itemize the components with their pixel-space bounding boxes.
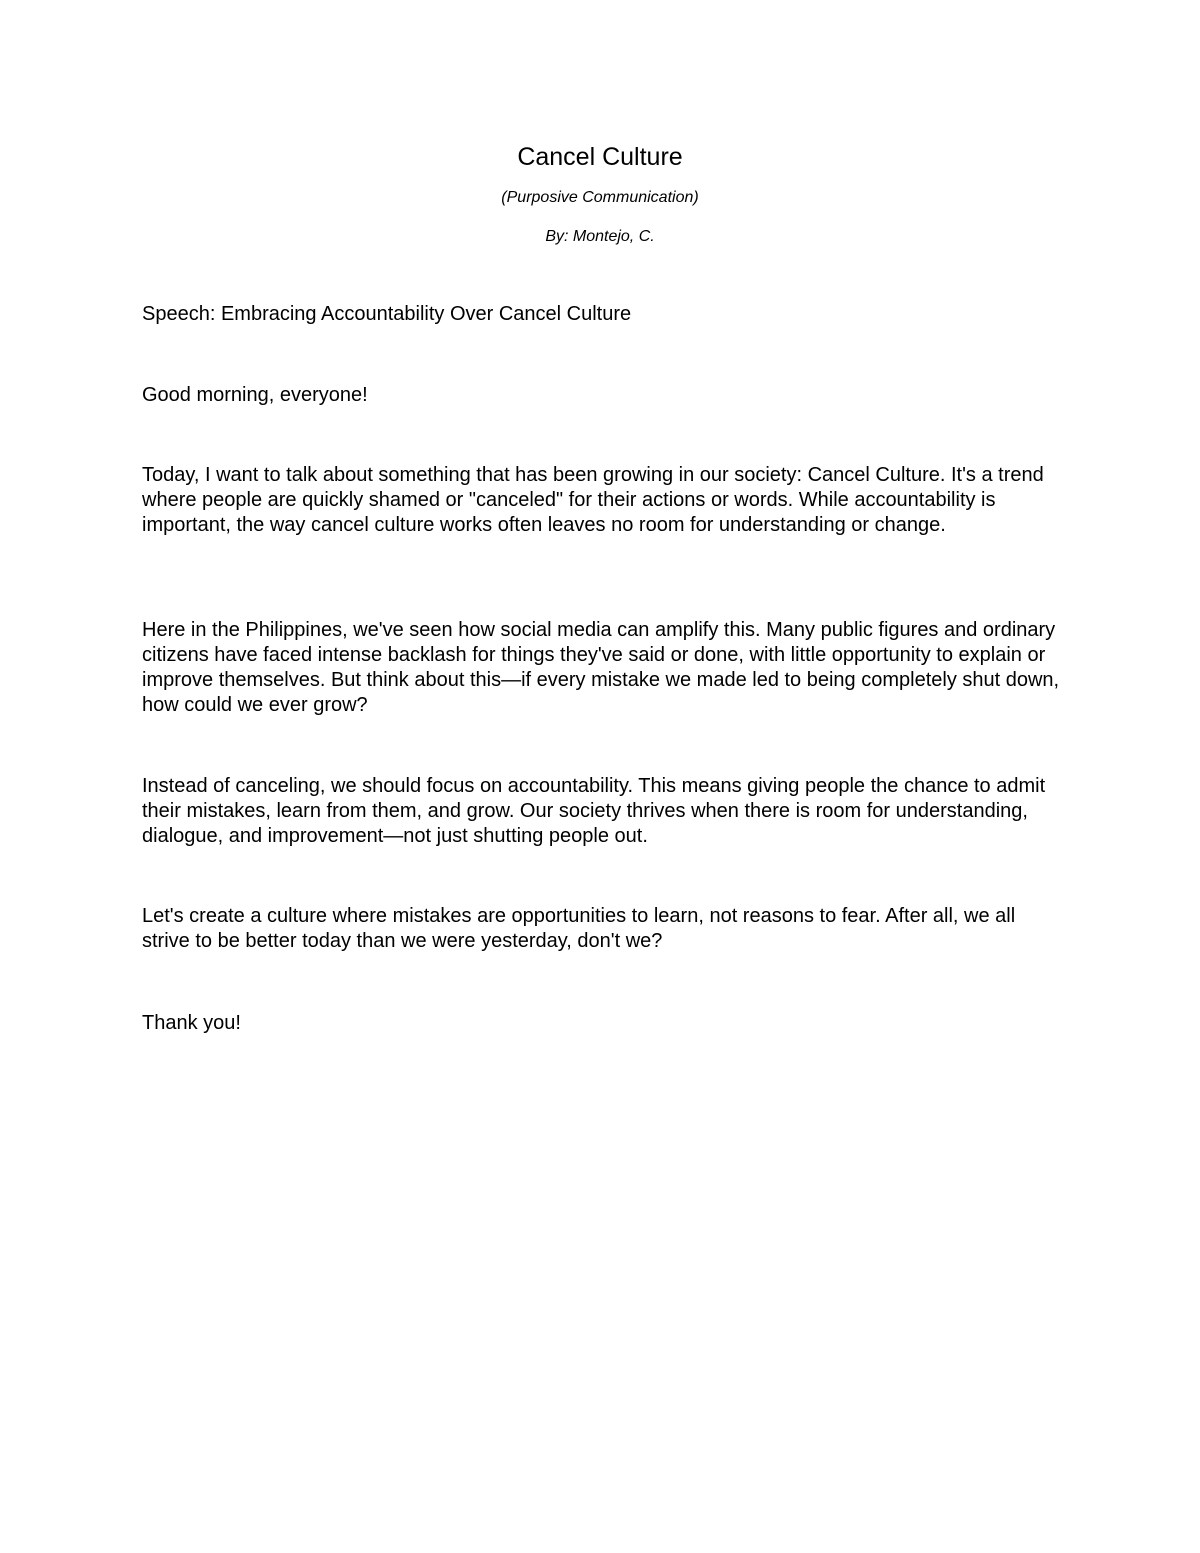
document-subtitle: (Purposive Communication)	[501, 189, 699, 206]
paragraph-accountability: Instead of canceling, we should focus on accountability. This means giving people the chance to admit their mistakes, learn from them, and grow. Our society thrives when there is room for understanding, dialogue, and improvement—not just shutting people out.	[142, 775, 1046, 847]
closing: Thank you!	[142, 1012, 241, 1034]
paragraph-intro: Today, I want to talk about something that has been growing in our society: Cancel Culture. It's a trend where people are quickly shamed or "canceled" for their actions or words. While accountability is important, the way cancel culture works often leaves no room for understanding or change.	[142, 464, 1044, 536]
paragraph-philippines: Here in the Philippines, we've seen how social media can amplify this. Many public figures and ordinary citizens have faced intense backlash for things they've said or done, with little opportunity to explain or improve themselves. But think about this—if every mistake we made led to being completely shut down, how could we ever grow?	[142, 619, 1060, 716]
speech-heading: Speech: Embracing Accountability Over Cancel Culture	[142, 303, 632, 325]
document-author: By: Montejo, C.	[545, 228, 655, 245]
greeting: Good morning, everyone!	[142, 384, 368, 406]
paragraph-conclusion: Let's create a culture where mistakes are opportunities to learn, not reasons to fear. After all, we all strive to be better today than we were yesterday, don't we?	[142, 905, 1016, 952]
document-title: Cancel Culture	[517, 143, 683, 171]
